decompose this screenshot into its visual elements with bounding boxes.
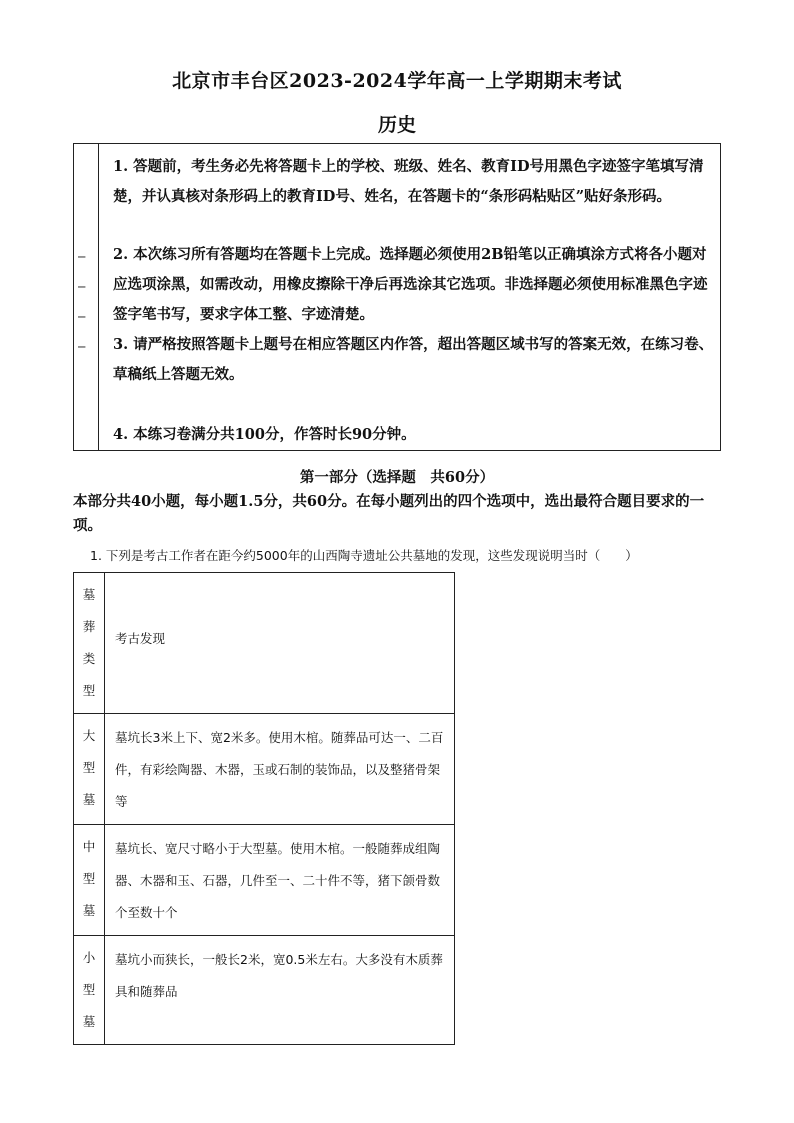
finding-cell: 墓坑长3米上下、宽2米多。使用木棺。随葬品可达一、二百件，有彩绘陶器、木器，玉或石制的装饰品，以及整猪骨架等 [105,714,455,825]
notice-item-2: 2. 本次练习所有答题均在答题卡上完成。选择题必须使用2B铅笔以正确填涂方式将各小题对应选项涂黑，如需改动，用橡皮擦除干净后再选涂其它选项。非选择题必须使用标准黑色字迹签字笔书写，要求字体工整、字迹清楚。 [113,246,708,323]
notice-item-3: 3. 请严格按照答题卡上题号在相应答题区内作答，超出答题区域书写的答案无效，在练习卷、草稿纸上答题无效。 [113,336,714,383]
question-1-stem: 1. 下列是考古工作者在距今约5000年的山西陶寺遗址公共墓地的发现，这些发现说明当时（ ） [90,548,638,563]
section-description: 本部分共40小题，每小题1.5分，共60分。在每小题列出的四个选项中，选出最符合题目要求的一项。 [73,493,705,534]
table-row [74,825,455,936]
burial-type-header: 墓 葬 类 型 [74,573,105,714]
table-row [74,573,455,714]
exam-subject: 历史 [377,114,416,136]
side-text-fragment: ─ [78,310,86,320]
notice-divider [98,143,99,451]
finding-cell: 墓坑小而狭长，一般长2米，宽0.5米左右。大多没有木质葬具和随葬品 [105,936,455,1045]
finding-header: 考古发现 [105,573,455,714]
side-text-fragment: ─ [78,250,86,260]
finding-cell: 墓坑长、宽尺寸略小于大型墓。使用木棺。一般随葬成组陶器、木器和玉、石器，几件至一、二十件不等，猪下颌骨数个至数十个 [105,825,455,936]
section-heading: 第一部分（选择题 共60分） [299,469,495,486]
side-text-fragment: ─ [78,340,86,350]
side-text-fragment: ─ [78,280,86,290]
table-row [74,714,455,825]
burial-type-cell: 大 型 墓 [74,714,105,825]
burial-type-cell: 小 型 墓 [74,936,105,1045]
burial-table [73,572,455,1045]
burial-type-cell: 中 型 墓 [74,825,105,936]
notice-item-1: 1. 答题前，考生务必先将答题卡上的学校、班级、姓名、教育ID号用黑色字迹签字笔填写清楚，并认真核对条形码上的教育ID号、姓名，在答题卡的“条形码粘贴区”贴好条形码。 [113,158,704,205]
table-row [74,936,455,1045]
exam-title: 北京市丰台区2023-2024学年高一上学期期末考试 [172,70,622,92]
notice-item-4: 4. 本练习卷满分共100分，作答时长90分钟。 [113,426,416,443]
